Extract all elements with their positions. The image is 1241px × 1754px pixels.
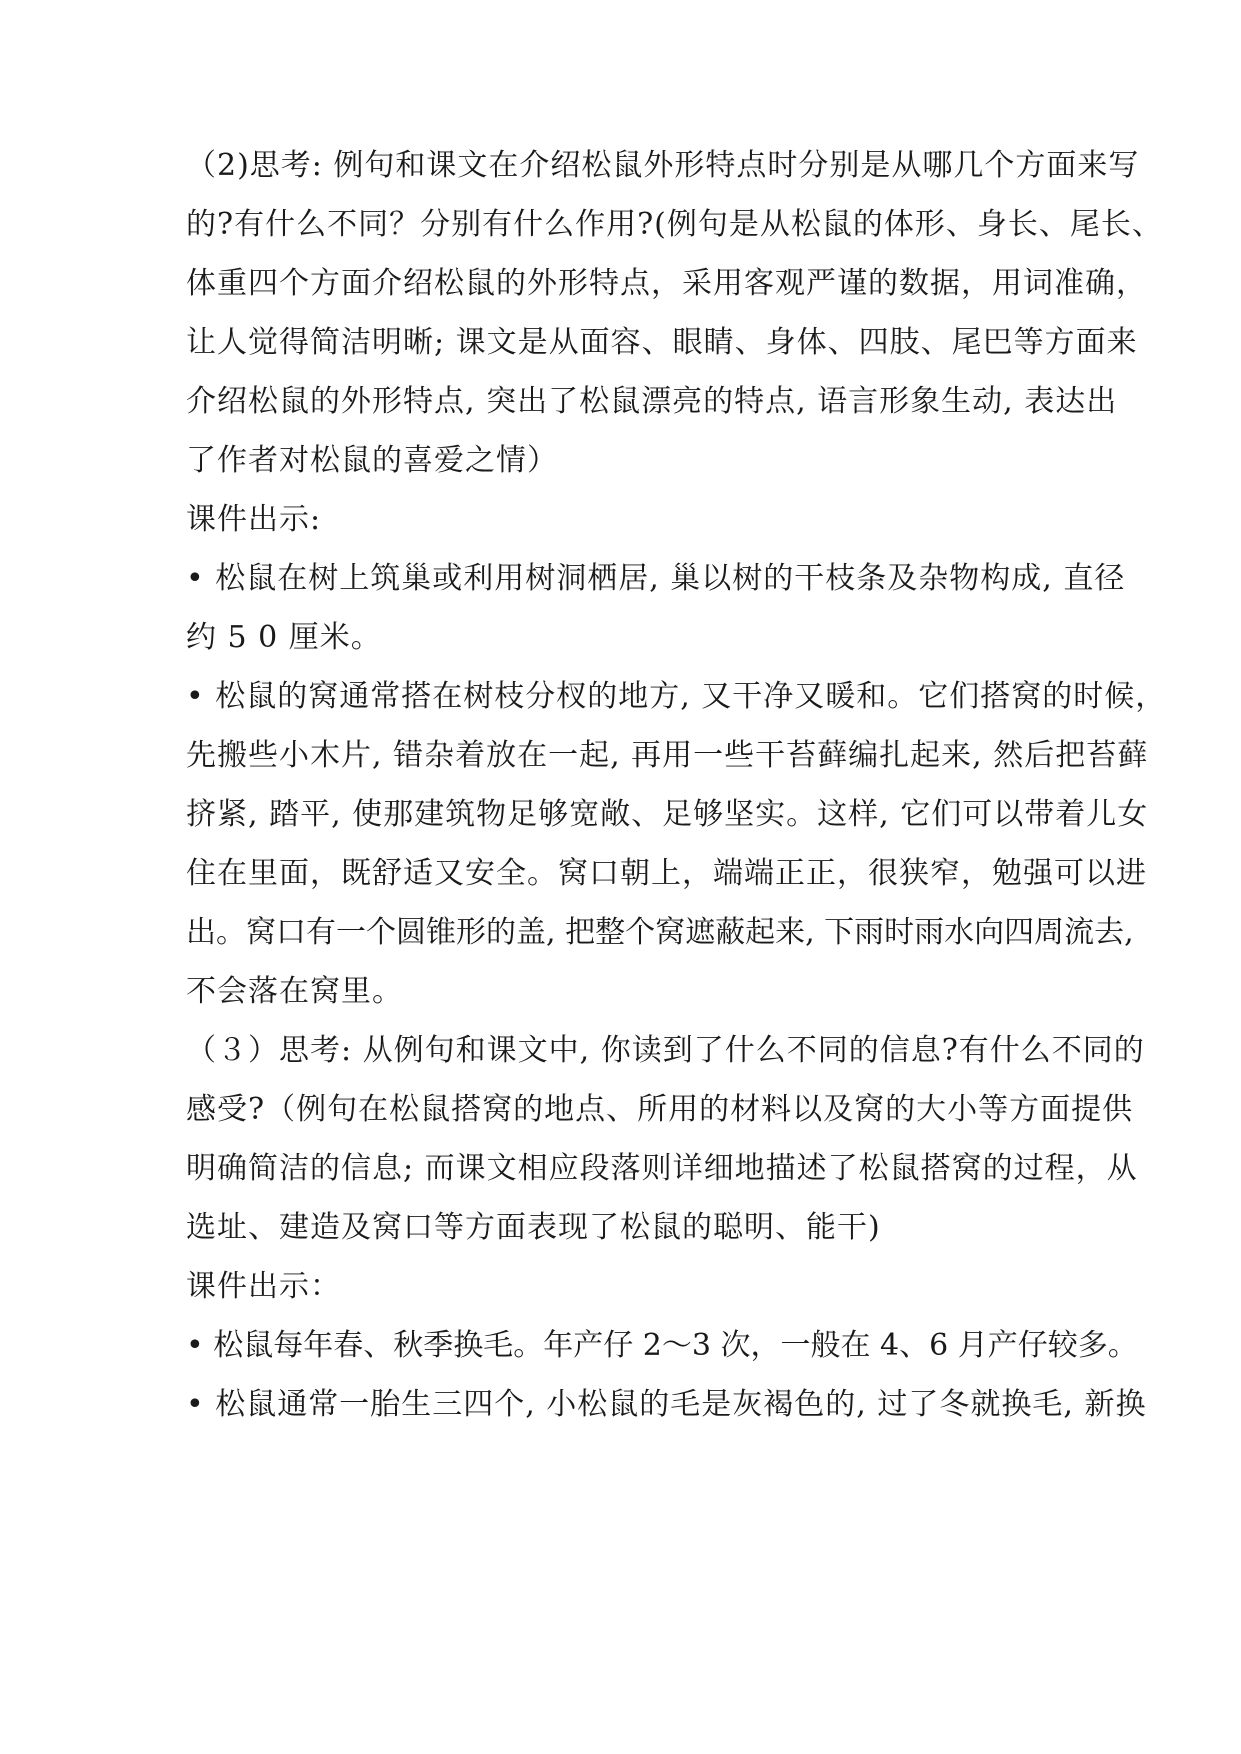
text-line: 明确简洁的信息; 而课文相应段落则详细地描述了松鼠搭窝的过程，从 — [186, 1151, 1138, 1186]
text-line: 先搬些小木片, 错杂着放在一起, 再用一些干苔藓编扎起来, 然后把苔藓 — [186, 738, 1149, 773]
bullet-line: • 松鼠在树上筑巢或利用树洞栖居, 巢以树的干枝条及杂物构成, 直径 — [186, 561, 1126, 596]
text-line: （2)思考: 例句和课文在介绍松鼠外形特点时分别是从哪几个方面来写 — [186, 148, 1140, 183]
text-line: 不会落在窝里。 — [186, 974, 403, 1009]
text-line: 介绍松鼠的外形特点, 突出了松鼠漂亮的特点, 语言形象生动, 表达出 — [186, 384, 1118, 419]
text-line: 挤紧, 踏平, 使那建筑物足够宽敞、足够坚实。这样, 它们可以带着儿女 — [186, 797, 1149, 832]
section-label: 课件出示: — [186, 502, 322, 537]
text-line: 体重四个方面介绍松鼠的外形特点，采用客观严谨的数据，用词准确， — [186, 266, 1147, 301]
bullet-line: • 松鼠通常一胎生三四个, 小松鼠的毛是灰褐色的, 过了冬就换毛, 新换 — [186, 1387, 1147, 1422]
text-line: 让人觉得简洁明晰; 课文是从面容、眼睛、身体、四肢、尾巴等方面来 — [186, 325, 1138, 360]
bullet-line: • 松鼠每年春、秋季换毛。年产仔 2～3 次，一般在 4、6 月产仔较多。 — [186, 1328, 1138, 1363]
bullet-line: • 松鼠的窝通常搭在树枝分杈的地方, 又干净又暖和。它们搭窝的时候， — [186, 679, 1167, 714]
text-line: 约 5 0 厘米。 — [186, 620, 382, 655]
section-label: 课件出示： — [186, 1269, 341, 1304]
text-line: 的?有什么不同？分别有什么作用?(例句是从松鼠的体形、身长、尾长、 — [186, 207, 1163, 242]
text-line: 出。窝口有一个圆锥形的盖, 把整个窝遮蔽起来, 下雨时雨水向四周流去, — [186, 915, 1134, 950]
text-line: 感受?（例句在松鼠搭窝的地点、所用的材料以及窝的大小等方面提供 — [186, 1092, 1134, 1127]
text-line: 选址、建造及窝口等方面表现了松鼠的聪明、能干) — [186, 1210, 881, 1245]
text-line: 住在里面，既舒适又安全。窝口朝上，端端正正，很狭窄，勉强可以进 — [186, 856, 1147, 891]
text-line: （３）思考: 从例句和课文中, 你读到了什么不同的信息?有什么不同的 — [186, 1033, 1145, 1068]
text-line: 了作者对松鼠的喜爱之情） — [186, 443, 558, 478]
